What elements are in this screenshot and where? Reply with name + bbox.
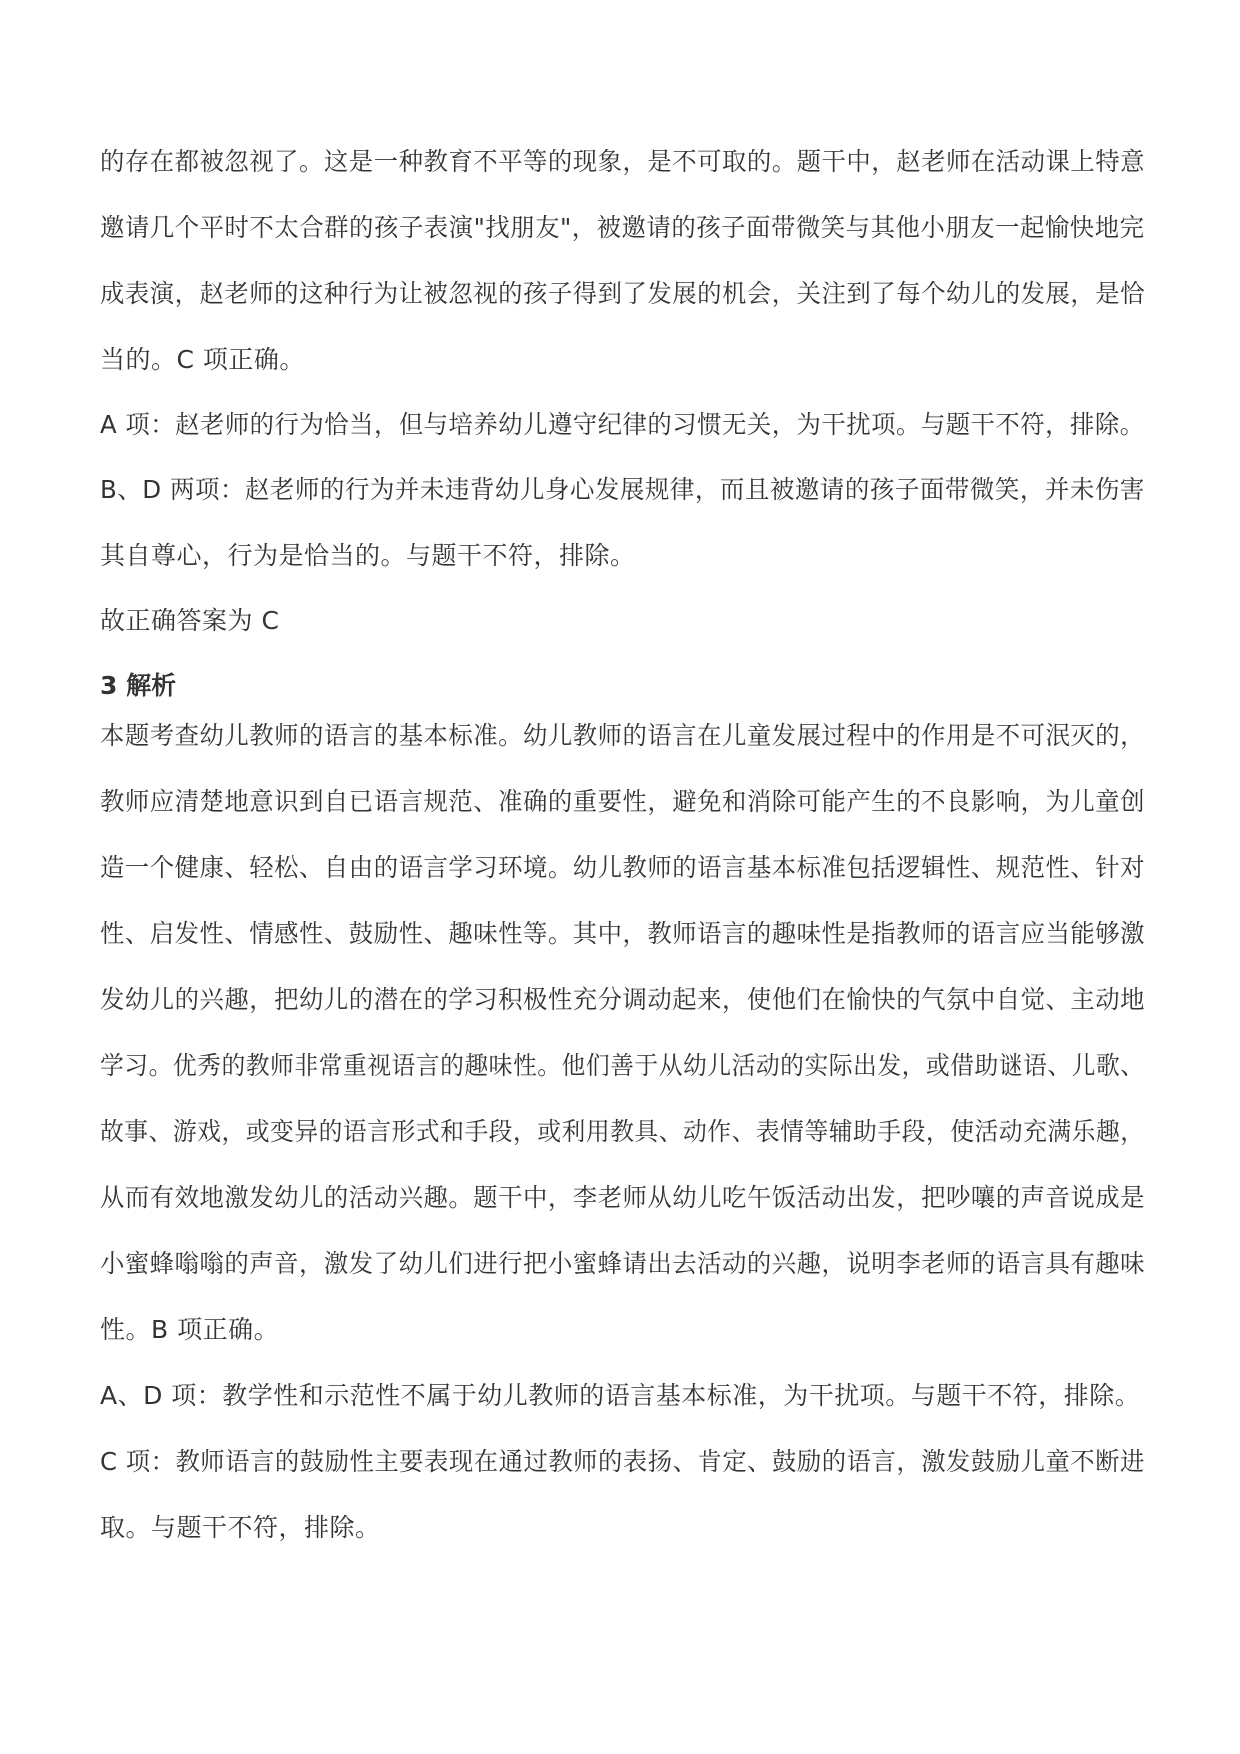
paragraph-line: 小蜜蜂嗡嗡的声音，激发了幼儿们进行把小蜜蜂请出去活动的兴趣，说明李老师的语言具有趣味 [100, 1249, 1146, 1278]
paragraph-line: 故事、游戏，或变异的语言形式和手段，或利用教具、动作、表情等辅助手段，使活动充满乐趣， [100, 1117, 1145, 1146]
paragraph-line: 造一个健康、轻松、自由的语言学习环境。幼儿教师的语言基本标准包括逻辑性、规范性、针对 [100, 853, 1146, 882]
paragraph-line: 发幼儿的兴趣，把幼儿的潜在的学习积极性充分调动起来，使他们在愉快的气氛中自觉、主动地 [100, 985, 1146, 1014]
paragraph-line: 邀请几个平时不太合群的孩子表演"找朋友"，被邀请的孩子面带微笑与其他小朋友一起愉快地完 [100, 213, 1145, 242]
option-bd-explanation: B、D 两项：赵老师的行为并未违背幼儿身心发展规律，而且被邀请的孩子面带微笑，并未伤害 [100, 475, 1145, 504]
option-c-explanation: C 项：教师语言的鼓励性主要表现在通过教师的表扬、肯定、鼓励的语言，激发鼓励儿童不断进 [100, 1447, 1145, 1476]
paragraph-line: 从而有效地激发幼儿的活动兴趣。题干中，李老师从幼儿吃午饭活动出发，把吵嚷的声音说成是 [100, 1183, 1146, 1212]
section-heading: 3 解析 [100, 671, 177, 700]
paragraph-line: 当的。C 项正确。 [100, 345, 305, 374]
paragraph-line: 性。B 项正确。 [100, 1315, 280, 1344]
paragraph-line: 学习。优秀的教师非常重视语言的趣味性。他们善于从幼儿活动的实际出发，或借助谜语、儿歌、 [100, 1051, 1145, 1080]
answer-line: 故正确答案为 C [100, 606, 280, 635]
paragraph-line: 的存在都被忽视了。这是一种教育不平等的现象，是不可取的。题干中，赵老师在活动课上特意 [100, 147, 1146, 176]
paragraph-line: 成表演，赵老师的这种行为让被忽视的孩子得到了发展的机会，关注到了每个幼儿的发展，是恰 [100, 279, 1146, 308]
option-bd-explanation: 其自尊心，行为是恰当的。与题干不符，排除。 [100, 541, 636, 570]
option-c-explanation: 取。与题干不符，排除。 [100, 1513, 381, 1542]
paragraph-line: 性、启发性、情感性、鼓励性、趣味性等。其中，教师语言的趣味性是指教师的语言应当能够激 [100, 919, 1146, 948]
option-a-explanation: A 项：赵老师的行为恰当，但与培养幼儿遵守纪律的习惯无关，为干扰项。与题干不符，排除。 [100, 410, 1145, 439]
paragraph-line: 教师应清楚地意识到自已语言规范、准确的重要性，避免和消除可能产生的不良影响，为儿童创 [100, 787, 1146, 816]
option-ad-explanation: A、D 项：教学性和示范性不属于幼儿教师的语言基本标准，为干扰项。与题干不符，排除。 [100, 1381, 1141, 1410]
paragraph-line: 本题考查幼儿教师的语言的基本标准。幼儿教师的语言在儿童发展过程中的作用是不可泯灭的， [100, 721, 1146, 750]
